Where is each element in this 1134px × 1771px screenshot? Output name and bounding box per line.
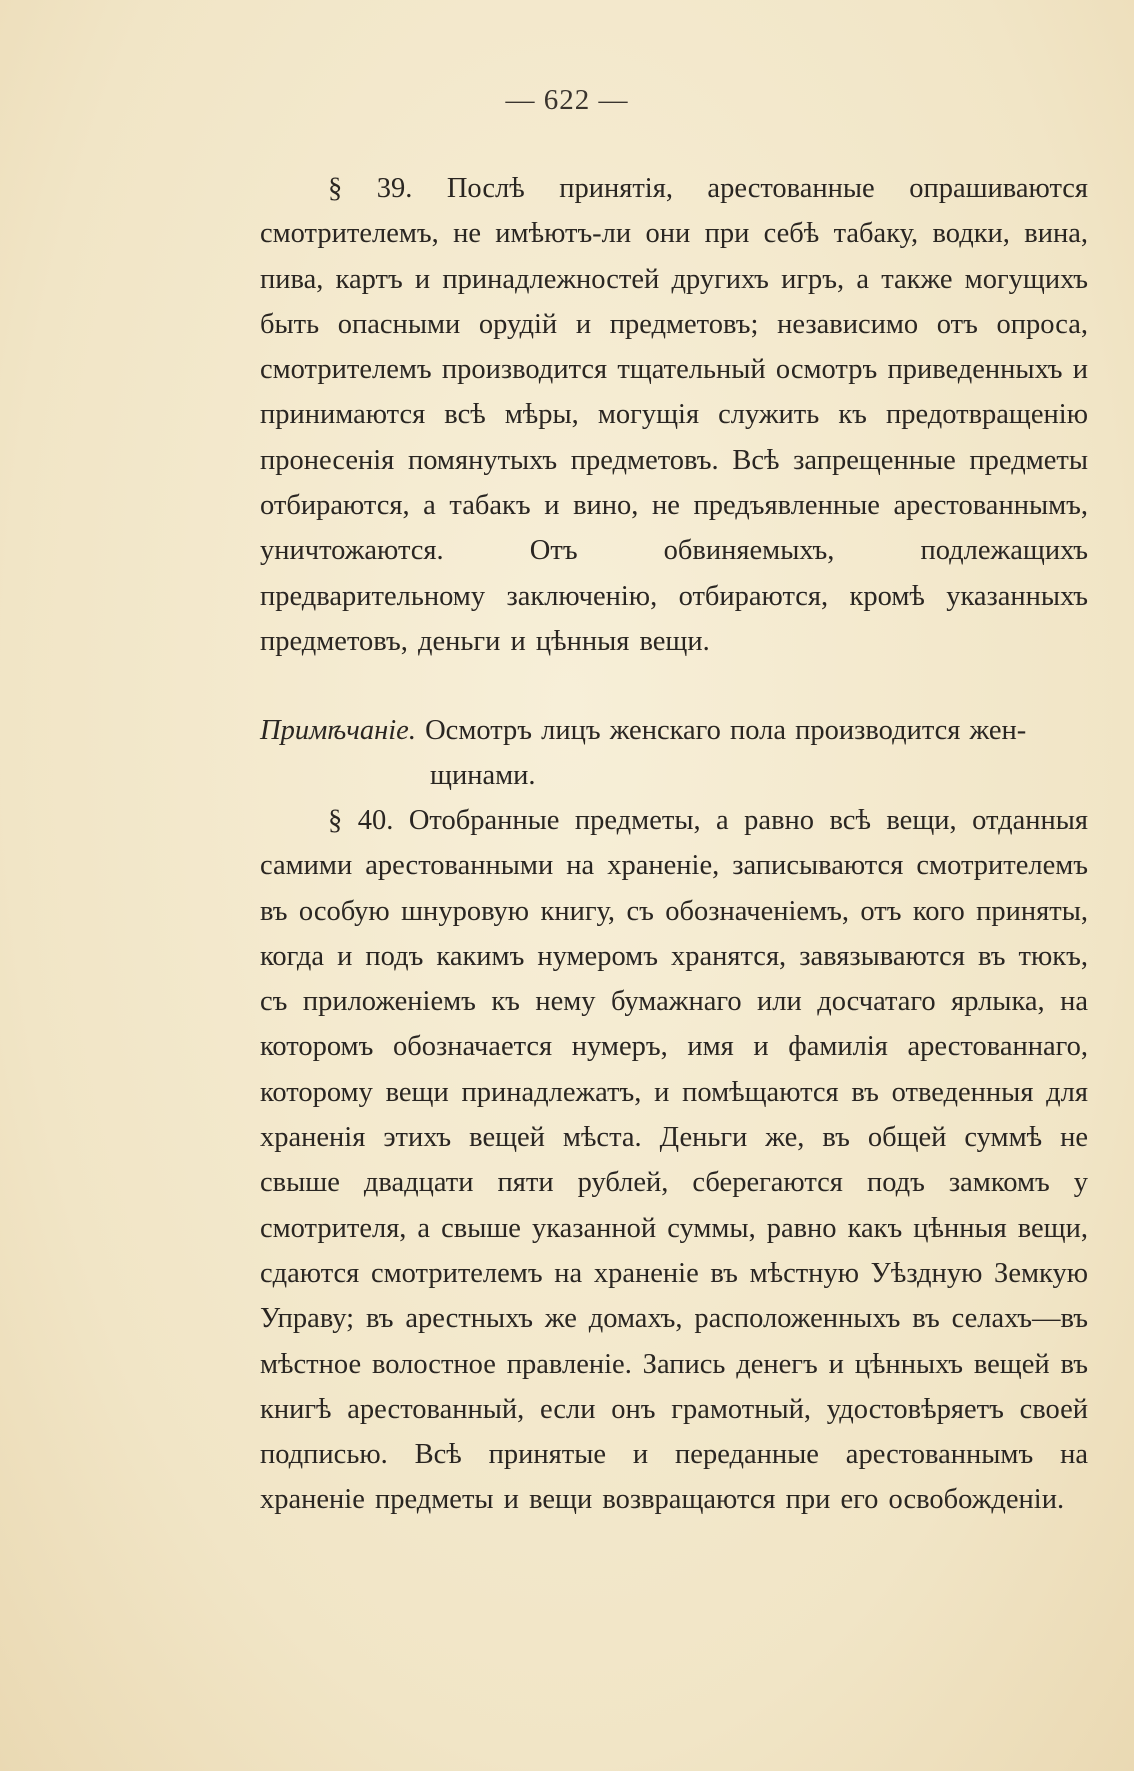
note-text-first: Осмотръ лицъ женскаго пола производится жен- bbox=[425, 715, 1027, 746]
note-text-continuation: щинами. bbox=[430, 760, 536, 792]
section-39 bbox=[260, 166, 1088, 664]
section-40 bbox=[260, 798, 1088, 1523]
note-first-line bbox=[260, 708, 1088, 753]
note-label: Примѣчаніе. bbox=[260, 715, 416, 746]
page-number: — 622 — bbox=[505, 84, 629, 116]
section-40-text: § 40. Отобранные предметы, а равно всѣ вещи, отданныя самими арестованными на храненіе, записываются смотрителемъ въ особую шнуровую книгу, съ обозначеніемъ, отъ кого приняты, когда и подъ какимъ нумеромъ хранятся, завязываются въ тюкъ, съ приложеніемъ къ нему бумажнаго или досчатаго ярлыка, на которомъ обозначается нумеръ, имя и фамилія арестованнаго, которому вещи принадлежатъ, и помѣщаются въ отведенныя для храненія этихъ вещей мѣста. Деньги же, въ общей суммѣ не свыше двадцати пяти рублей, сберегаются подъ замкомъ у смотрителя, а свыше указанной суммы, равно какъ цѣнныя вещи, сдаются смотрителемъ на храненіе въ мѣстную Уѣздную Земкую Управу; въ арестныхъ же домахъ, расположенныхъ въ селахъ—въ мѣстное волостное правленіе. Запись денегъ и цѣнныхъ вещей въ книгѣ арестованный, если онъ грамотный, удостовѣряетъ своей подписью. Всѣ принятые и переданные арестованнымъ на храненіе предметы и вещи возвращаются при его освобожденіи. bbox=[260, 805, 1088, 1516]
section-39-text: § 39. Послѣ принятія, арестованные опрашиваются смотрителемъ, не имѣютъ-ли они при себѣ табаку, водки, вина, пива, картъ и принадлежностей другихъ игръ, а также могущихъ быть опасными орудій и предметовъ; независимо отъ опроса, смотрителемъ производится тщательный осмотръ приведенныхъ и принимаются всѣ мѣры, могущія служить къ предотвращенію пронесенія помянутыхъ предметовъ. Всѣ запрещенные предметы отбираются, а табакъ и вино, не предъявленные арестованнымъ, уничтожаются. Отъ обвиняемыхъ, подлежащихъ предварительному заключенію, отбираются, кромѣ указанныхъ предметовъ, деньги и цѣнныя вещи. bbox=[260, 173, 1088, 657]
note-block bbox=[260, 708, 1088, 799]
